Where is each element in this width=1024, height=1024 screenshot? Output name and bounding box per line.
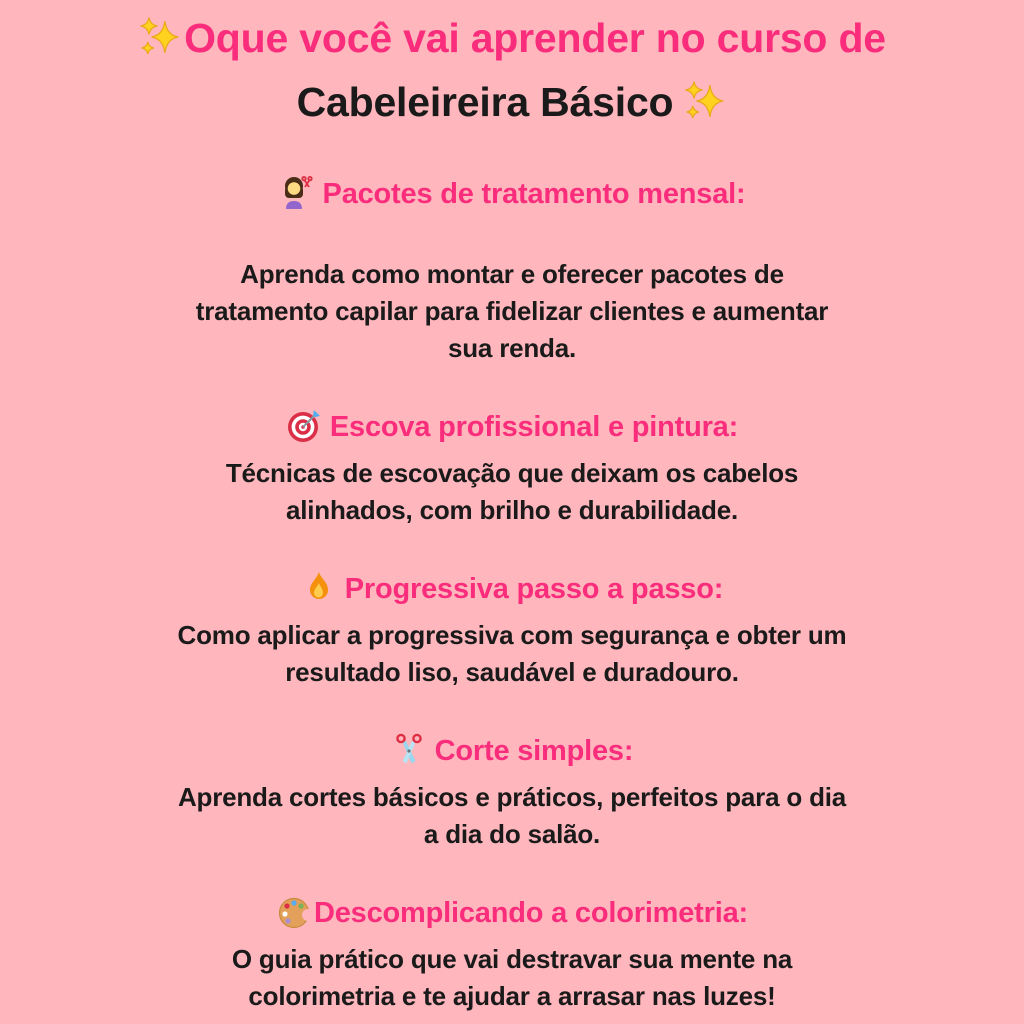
section-colorimetria	[0, 893, 1024, 1015]
body-line: O guia prático que vai destravar sua mente na	[231, 944, 793, 974]
section-heading	[0, 569, 1024, 609]
section-body	[0, 617, 1024, 691]
section-heading-text: Corte simples:	[434, 735, 634, 767]
section-heading-text: Escova profissional e pintura:	[329, 411, 739, 443]
section-progressiva	[0, 569, 1024, 691]
scissors-icon	[391, 732, 427, 768]
section-heading	[0, 174, 1024, 214]
section-corte-simples	[0, 731, 1024, 853]
sparkles-icon	[683, 79, 727, 123]
body-line: a dia do salão.	[423, 819, 601, 849]
section-heading-text: Descomplicando a colorimetria:	[314, 897, 748, 929]
section-body	[0, 941, 1024, 1015]
section-pacotes-tratamento	[0, 174, 1024, 367]
sparkles-icon	[138, 15, 182, 59]
body-line: Como aplicar a progressiva com segurança e obter um	[177, 620, 847, 650]
body-line: Aprenda cortes básicos e práticos, perfeitos para o dia	[177, 782, 847, 812]
page-title	[0, 0, 1024, 134]
body-line: alinhados, com brilho e durabilidade.	[285, 495, 738, 525]
section-heading	[0, 893, 1024, 933]
section-heading	[0, 731, 1024, 771]
body-line: resultado liso, saudável e duradouro.	[285, 657, 739, 687]
body-line: Aprenda como montar e oferecer pacotes de	[240, 259, 784, 289]
section-body	[0, 256, 1024, 367]
section-heading-text: Pacotes de tratamento mensal:	[322, 178, 746, 210]
woman-haircut-icon	[279, 175, 315, 211]
section-heading-text: Progressiva passo a passo:	[344, 573, 724, 605]
section-body	[0, 779, 1024, 853]
palette-icon	[276, 894, 312, 930]
body-line: sua renda.	[447, 333, 577, 363]
title-line-2	[0, 70, 1024, 134]
target-dart-icon	[286, 408, 322, 444]
section-heading	[0, 407, 1024, 447]
section-escova-pintura	[0, 407, 1024, 529]
title-line1-text: Oque você vai aprender no curso de	[184, 15, 886, 61]
title-line-1	[0, 6, 1024, 70]
body-line: colorimetria e te ajudar a arrasar nas luzes!	[248, 981, 776, 1011]
fire-icon	[301, 570, 337, 606]
title-line2-text: Cabeleireira Básico	[296, 79, 674, 125]
body-line: Técnicas de escovação que deixam os cabelos	[225, 458, 799, 488]
body-line: tratamento capilar para fidelizar clientes e aumentar	[195, 296, 829, 326]
section-body	[0, 455, 1024, 529]
